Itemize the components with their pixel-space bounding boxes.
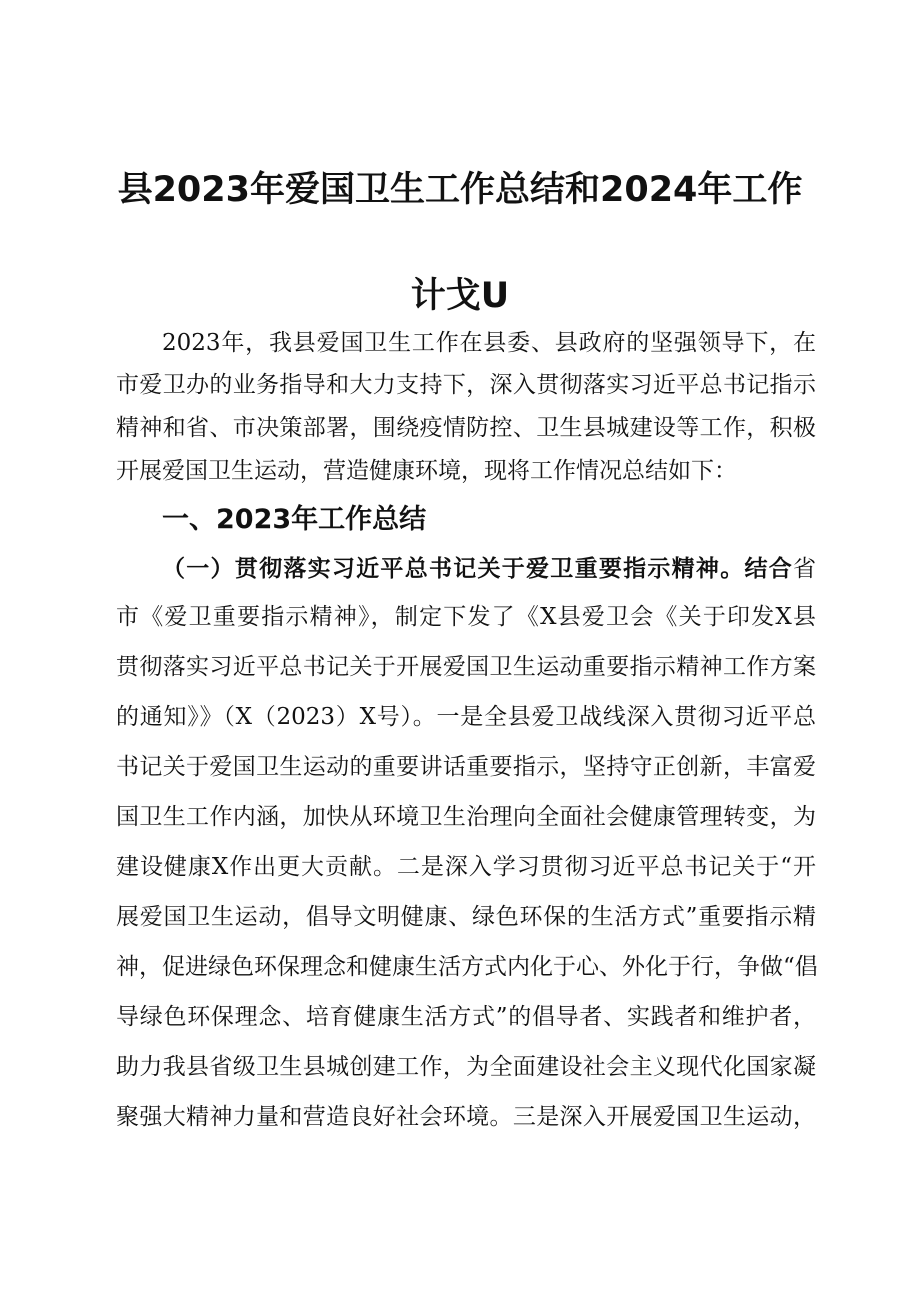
intro-paragraph-line: 精神和省、市决策部署，围绕疫情防控、卫生县城建设等工作，积极 [116,415,816,441]
document-title-line-1: 县2023年爱国卫生工作总结和2024年工作 [117,170,803,210]
body-paragraph-line: 市《爱卫重要指示精神》，制定下发了《X县爱卫会《关于印发X县 [116,604,816,630]
subsection-heading: （一）贯彻落实习近平总书记关于爱卫重要指示精神。结合 [162,555,793,582]
body-paragraph-line: 展爱国卫生运动，倡导文明健康、绿色环保的生活方式”重要指示精 [116,904,816,930]
body-paragraph-line: 聚强大精神力量和营造良好社会环境。三是深入开展爱国卫生运动， [116,1104,816,1130]
body-paragraph-line: 助力我县省级卫生县城创建工作，为全面建设社会主义现代化国家凝 [116,1054,816,1080]
intro-paragraph-line: 开展爱国卫生运动，营造健康环境，现将工作情况总结如下： [116,458,737,484]
body-paragraph-line: 国卫生工作内涵，加快从环境卫生治理向全面社会健康管理转变，为 [116,804,816,830]
body-paragraph-line: 建设健康X作出更大贡献。二是深入学习贯彻习近平总书记关于“开 [116,854,816,880]
body-paragraph-line: 神，促进绿色环保理念和健康生活方式内化于心、外化于行，争做“倡 [116,954,818,980]
body-paragraph-line: 贯彻落实习近平总书记关于开展爱国卫生运动重要指示精神工作方案 [116,654,816,680]
body-paragraph-line: 书记关于爱国卫生运动的重要讲话重要指示，坚持守正创新，丰富爱 [116,754,816,780]
body-paragraph-line: 导绿色环保理念、培育健康生活方式”的倡导者、实践者和维护者， [116,1004,816,1030]
body-paragraph-line: 的通知》》（X（2023）X号）。一是全县爱卫战线深入贯彻习近平总 [116,704,816,730]
subsection-text: 省 [793,556,816,582]
document-title-line-2: 计戈U [410,276,510,316]
subsection-heading-line [162,554,816,584]
section-heading: 一、2023年工作总结 [162,504,427,535]
intro-paragraph-line: 市爱卫办的业务指导和大力支持下，深入贯彻落实习近平总书记指示 [116,372,816,398]
intro-paragraph-line: 2023年，我县爱国卫生工作在县委、县政府的坚强领导下，在 [162,330,816,356]
